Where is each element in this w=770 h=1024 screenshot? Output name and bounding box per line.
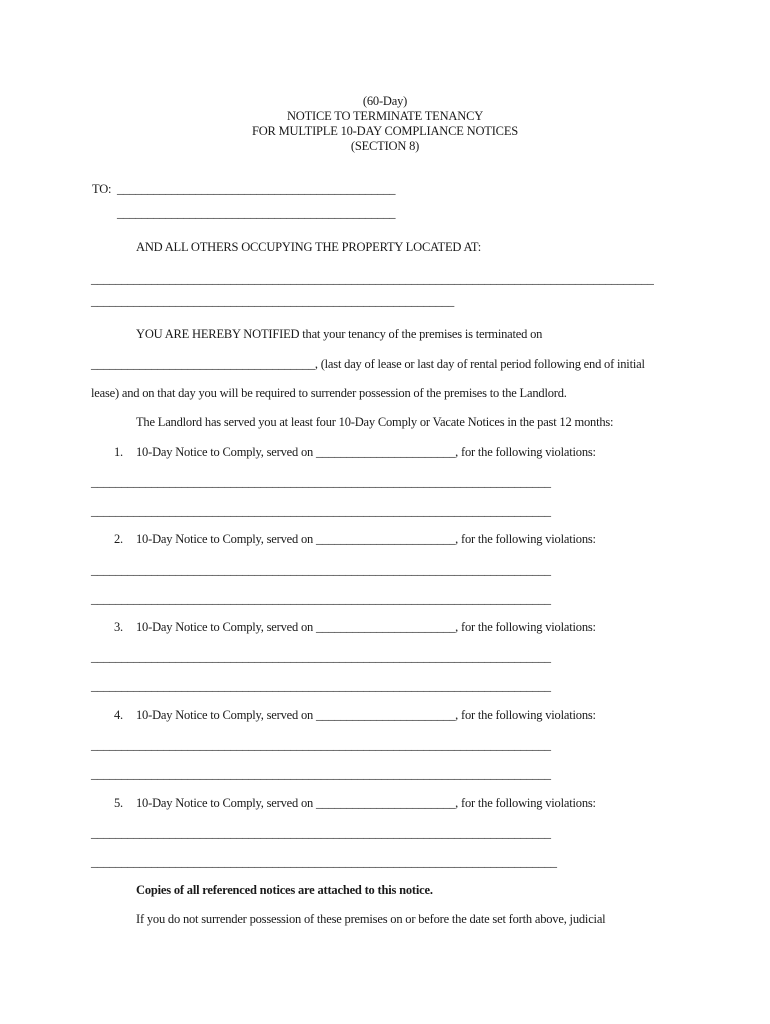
notice-2-text: 10-Day Notice to Comply, served on _______________________, for the following violations: bbox=[136, 532, 596, 546]
notice-4-blank-1: ____________________________________________________________________________ bbox=[91, 738, 551, 752]
notice-5-text: 10-Day Notice to Comply, served on _______________________, for the following violations: bbox=[136, 796, 596, 810]
notice-3-text: 10-Day Notice to Comply, served on _______________________, for the following violations: bbox=[136, 620, 596, 634]
notice-1-number: 1. bbox=[114, 445, 123, 459]
title-line-2: NOTICE TO TERMINATE TENANCY bbox=[286, 109, 484, 123]
served-text: The Landlord has served you at least four 10-Day Comply or Vacate Notices in the past 12 months: bbox=[136, 415, 614, 429]
surrender-text: lease) and on that day you will be required to surrender possession of the premises to the Landlord. bbox=[91, 386, 567, 400]
notified-text: YOU ARE HEREBY NOTIFIED that your tenancy of the premises is terminated on bbox=[136, 327, 543, 341]
notice-4-blank-2: ____________________________________________________________________________ bbox=[91, 767, 551, 781]
title-line-1: (60-Day) bbox=[362, 94, 408, 108]
notice-1-blank-1: ____________________________________________________________________________ bbox=[91, 475, 551, 489]
to-blank-1: ______________________________________________ bbox=[117, 182, 396, 196]
notice-2-blank-1: ____________________________________________________________________________ bbox=[91, 563, 551, 577]
notice-4-text: 10-Day Notice to Comply, served on _______________________, for the following violations: bbox=[136, 708, 596, 722]
to-label: TO: bbox=[92, 182, 112, 196]
title-line-3: FOR MULTIPLE 10-DAY COMPLIANCE NOTICES bbox=[251, 124, 519, 138]
to-blank-2: ______________________________________________ bbox=[117, 206, 396, 220]
notice-3-blank-2: ____________________________________________________________________________ bbox=[91, 679, 551, 693]
notice-2-number: 2. bbox=[114, 532, 123, 546]
address-blank-1: _____________________________________________________________________________________________ bbox=[91, 272, 654, 286]
termination-date-line: _____________________________________, (last day of lease or last day of rental period following end of initial bbox=[91, 357, 645, 371]
notice-1-text: 10-Day Notice to Comply, served on _______________________, for the following violations: bbox=[136, 445, 596, 459]
notice-5-blank-1: ____________________________________________________________________________ bbox=[91, 826, 551, 840]
occupants-text: AND ALL OTHERS OCCUPYING THE PROPERTY LOCATED AT: bbox=[136, 240, 481, 254]
notice-2-blank-2: ____________________________________________________________________________ bbox=[91, 592, 551, 606]
notice-5-number: 5. bbox=[114, 796, 123, 810]
title-line-4: (SECTION 8) bbox=[350, 139, 420, 153]
address-blank-2: ____________________________________________________________ bbox=[91, 294, 455, 308]
notice-5-blank-2: _____________________________________________________________________________ bbox=[91, 855, 557, 869]
final-paragraph: If you do not surrender possession of these premises on or before the date set forth above, judicial bbox=[136, 912, 606, 926]
notice-4-number: 4. bbox=[114, 708, 123, 722]
attached-notice: Copies of all referenced notices are attached to this notice. bbox=[136, 883, 433, 897]
notice-1-blank-2: ____________________________________________________________________________ bbox=[91, 504, 551, 518]
notice-3-blank-1: ____________________________________________________________________________ bbox=[91, 650, 551, 664]
notice-3-number: 3. bbox=[114, 620, 123, 634]
